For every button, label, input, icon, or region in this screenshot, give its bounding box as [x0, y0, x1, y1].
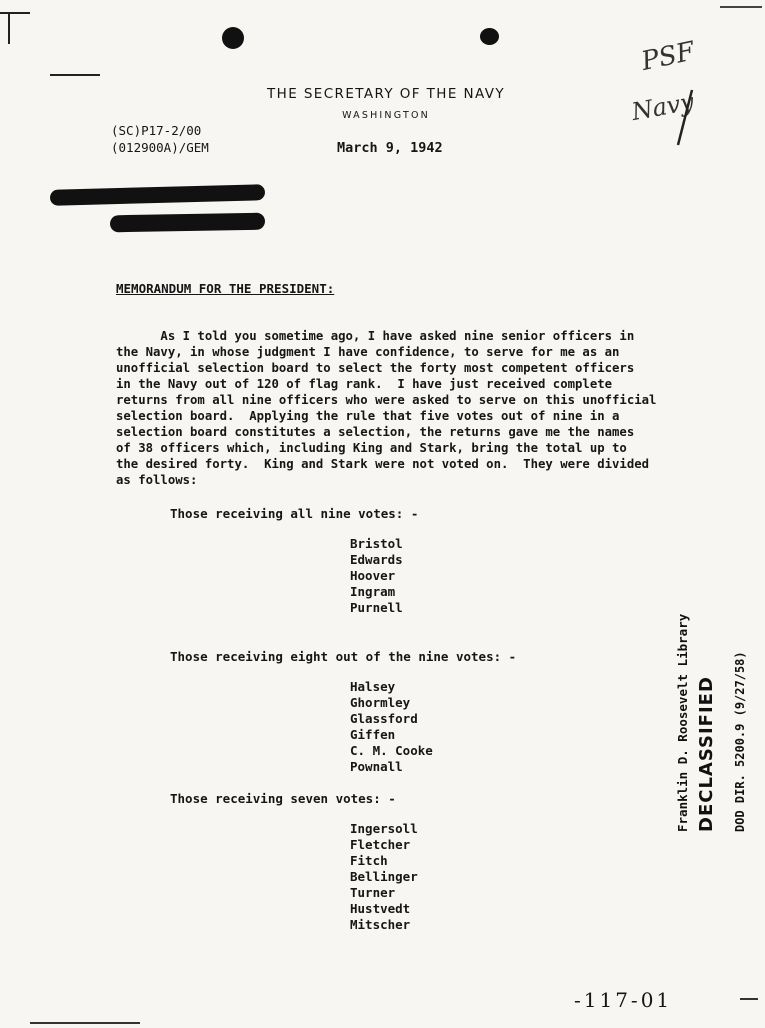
- corner-mark-top-right: [720, 6, 762, 8]
- redaction-bar-top: [50, 184, 265, 206]
- body-line: in the Navy out of 120 of flag rank. I have just received complete: [116, 377, 613, 391]
- body-line: unofficial selection board to select the forty most competent officers: [116, 361, 635, 375]
- memo-heading: MEMORANDUM FOR THE PRESIDENT:: [116, 281, 335, 296]
- officer-name: Ingram: [350, 584, 396, 599]
- reference-line-2: (012900A)/GEM: [111, 140, 209, 155]
- letterhead-city: WASHINGTON: [342, 110, 430, 121]
- officer-name: Hustvedt: [350, 901, 411, 916]
- body-line: of 38 officers which, including King and Stark, bring the total up to: [116, 441, 627, 455]
- body-line: returns from all nine officers who were asked to serve on this unofficial: [116, 393, 657, 407]
- officer-name: Purnell: [350, 600, 403, 615]
- bottom-rule-left: [30, 1022, 140, 1024]
- stamp-declassified-text: DECLASSIFIED: [696, 676, 717, 832]
- body-line: the Navy, in whose judgment I have confidence, to serve for me as an: [116, 345, 620, 359]
- body-paragraph: [116, 328, 716, 488]
- stamp-authority-text: DOD DIR. 5200.9 (9/27/58): [733, 651, 747, 832]
- officer-name: Edwards: [350, 552, 403, 567]
- margin-mark-dash: [50, 74, 100, 76]
- stamp-library-text: Franklin D. Roosevelt Library: [675, 613, 690, 832]
- officer-name: Mitscher: [350, 917, 411, 932]
- hole-punch-right: [480, 28, 499, 45]
- officer-name: Bellinger: [350, 869, 418, 884]
- letterhead-title: THE SECRETARY OF THE NAVY: [267, 86, 505, 102]
- handwritten-initials: [612, 20, 722, 160]
- officer-name: Halsey: [350, 679, 396, 694]
- officer-name: Fletcher: [350, 837, 411, 852]
- body-line: the desired forty. King and Stark were not voted on. They were divided: [116, 457, 650, 471]
- officer-name: Ghormley: [350, 695, 411, 710]
- officer-name: Fitch: [350, 853, 388, 868]
- hole-punch-left: [222, 27, 244, 49]
- officer-name: Hoover: [350, 568, 396, 583]
- page-number: -117-01: [574, 988, 673, 1012]
- name-list-nine-votes: [350, 536, 403, 616]
- group-heading-seven-votes: Those receiving seven votes: -: [170, 791, 396, 806]
- archive-stamp: [664, 600, 764, 835]
- officer-name: Turner: [350, 885, 396, 900]
- group-heading-nine-votes: Those receiving all nine votes: -: [170, 506, 419, 521]
- margin-mark-vertical: [8, 12, 10, 44]
- body-line: as follows:: [116, 473, 198, 487]
- corner-mark-bottom-right: [740, 998, 758, 1000]
- handwritten-folder: Navy: [629, 87, 696, 127]
- officer-name: C. M. Cooke: [350, 743, 433, 758]
- officer-name: Ingersoll: [350, 821, 418, 836]
- officer-name: Giffen: [350, 727, 396, 742]
- officer-name: Pownall: [350, 759, 403, 774]
- group-heading-eight-votes: Those receiving eight out of the nine votes: -: [170, 649, 517, 664]
- letter-date: March 9, 1942: [337, 140, 443, 156]
- redaction-bar-bottom: [110, 213, 265, 233]
- margin-mark-cross: [0, 12, 30, 14]
- body-line: selection board. Applying the rule that five votes out of nine in a: [116, 409, 620, 423]
- name-list-seven-votes: [350, 821, 418, 933]
- officer-name: Glassford: [350, 711, 418, 726]
- reference-line-1: (SC)P17-2/00: [111, 123, 202, 138]
- officer-name: Bristol: [350, 536, 403, 551]
- handwritten-psf: PSF: [638, 36, 698, 77]
- body-line: As I told you sometime ago, I have asked nine senior officers in: [116, 329, 635, 343]
- reference-block: [111, 122, 209, 156]
- name-list-eight-votes: [350, 679, 433, 775]
- body-line: selection board constitutes a selection, the returns gave me the names: [116, 425, 635, 439]
